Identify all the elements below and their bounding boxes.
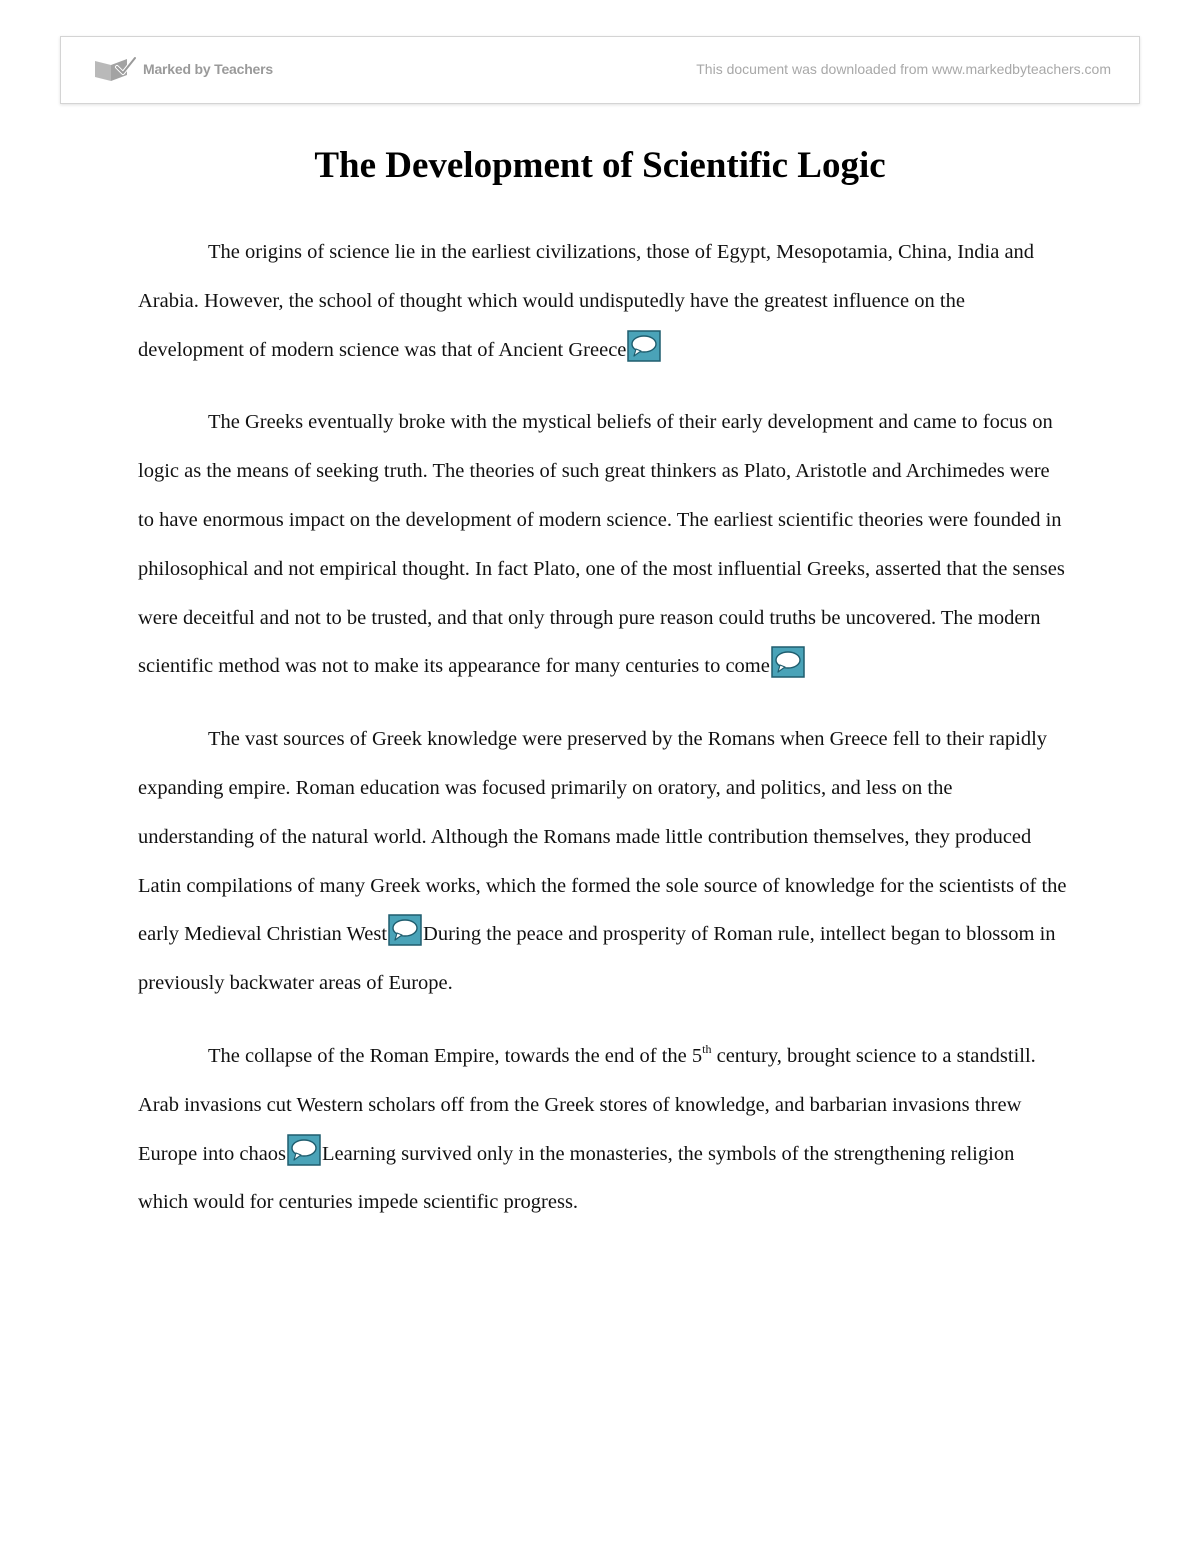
paragraph-2 — [138, 398, 1068, 691]
paragraph-1-text: The origins of science lie in the earliest civilizations, those of Egypt, Mesopotamia, China, India and Arabia. However, the school of thought which would undisputedly have the greatest influence on the development of modern science was that of Ancient Greece — [138, 241, 1035, 361]
paragraph-4-text-end: Learning survived only in the monasteries, the symbols of the strengthening religion which would for centuries impede scientific progress. — [138, 1142, 1015, 1214]
brand[interactable] — [93, 55, 273, 83]
comment-icon[interactable] — [627, 330, 661, 362]
comment-icon[interactable] — [771, 646, 805, 678]
paragraph-4 — [138, 1032, 1068, 1227]
document-body — [138, 228, 1068, 1251]
brand-name: Marked by Teachers — [143, 61, 273, 77]
paragraph-3 — [138, 715, 1068, 1008]
comment-icon[interactable] — [388, 914, 422, 946]
ordinal-suffix: th — [702, 1041, 712, 1056]
paragraph-4-text-middle: century, brought science to a standstill. Arab invasions cut Western scholars off from the Greek stores of knowledge, and barbarian invasions threw Europe into chaos — [138, 1044, 1036, 1165]
download-banner — [60, 36, 1140, 104]
download-source-note: This document was downloaded from www.markedbyteachers.com — [696, 61, 1111, 77]
paragraph-3-text-start: The vast sources of Greek knowledge were preserved by the Romans when Greece fell to their rapidly expanding empire. Roman education was focused primarily on oratory, and politics, and less on the understanding of the natural world. Although the Romans made little contribution themselves, they produced Latin compilations of many Greek works, which the formed the sole source of knowledge for the scientists of the early Medieval Christian West — [138, 728, 1067, 946]
paragraph-2-text: The Greeks eventually broke with the mystical beliefs of their early development and came to focus on logic as the means of seeking truth. The theories of such great thinkers as Plato, Aristotle and Archimedes were to have enormous impact on the development of modern science. The earliest scientific theories were founded in philosophical and not empirical thought. In fact Plato, one of the most influential Greeks, asserted that the senses were deceitful and not to be trusted, and that only through pure reason could truths be uncovered. The modern scientific method was not to make its appearance for many centuries to come — [138, 411, 1065, 678]
marked-by-teachers-logo-icon — [93, 55, 137, 83]
paragraph-4-text-start: The collapse of the Roman Empire, towards the end of the 5 — [208, 1044, 703, 1067]
paragraph-3-text-end: During the peace and prosperity of Roman rule, intellect began to blossom in previously backwater areas of Europe. — [138, 923, 1056, 995]
comment-icon[interactable] — [287, 1134, 321, 1166]
paragraph-1 — [138, 228, 1068, 374]
document-title: The Development of Scientific Logic — [314, 145, 886, 186]
